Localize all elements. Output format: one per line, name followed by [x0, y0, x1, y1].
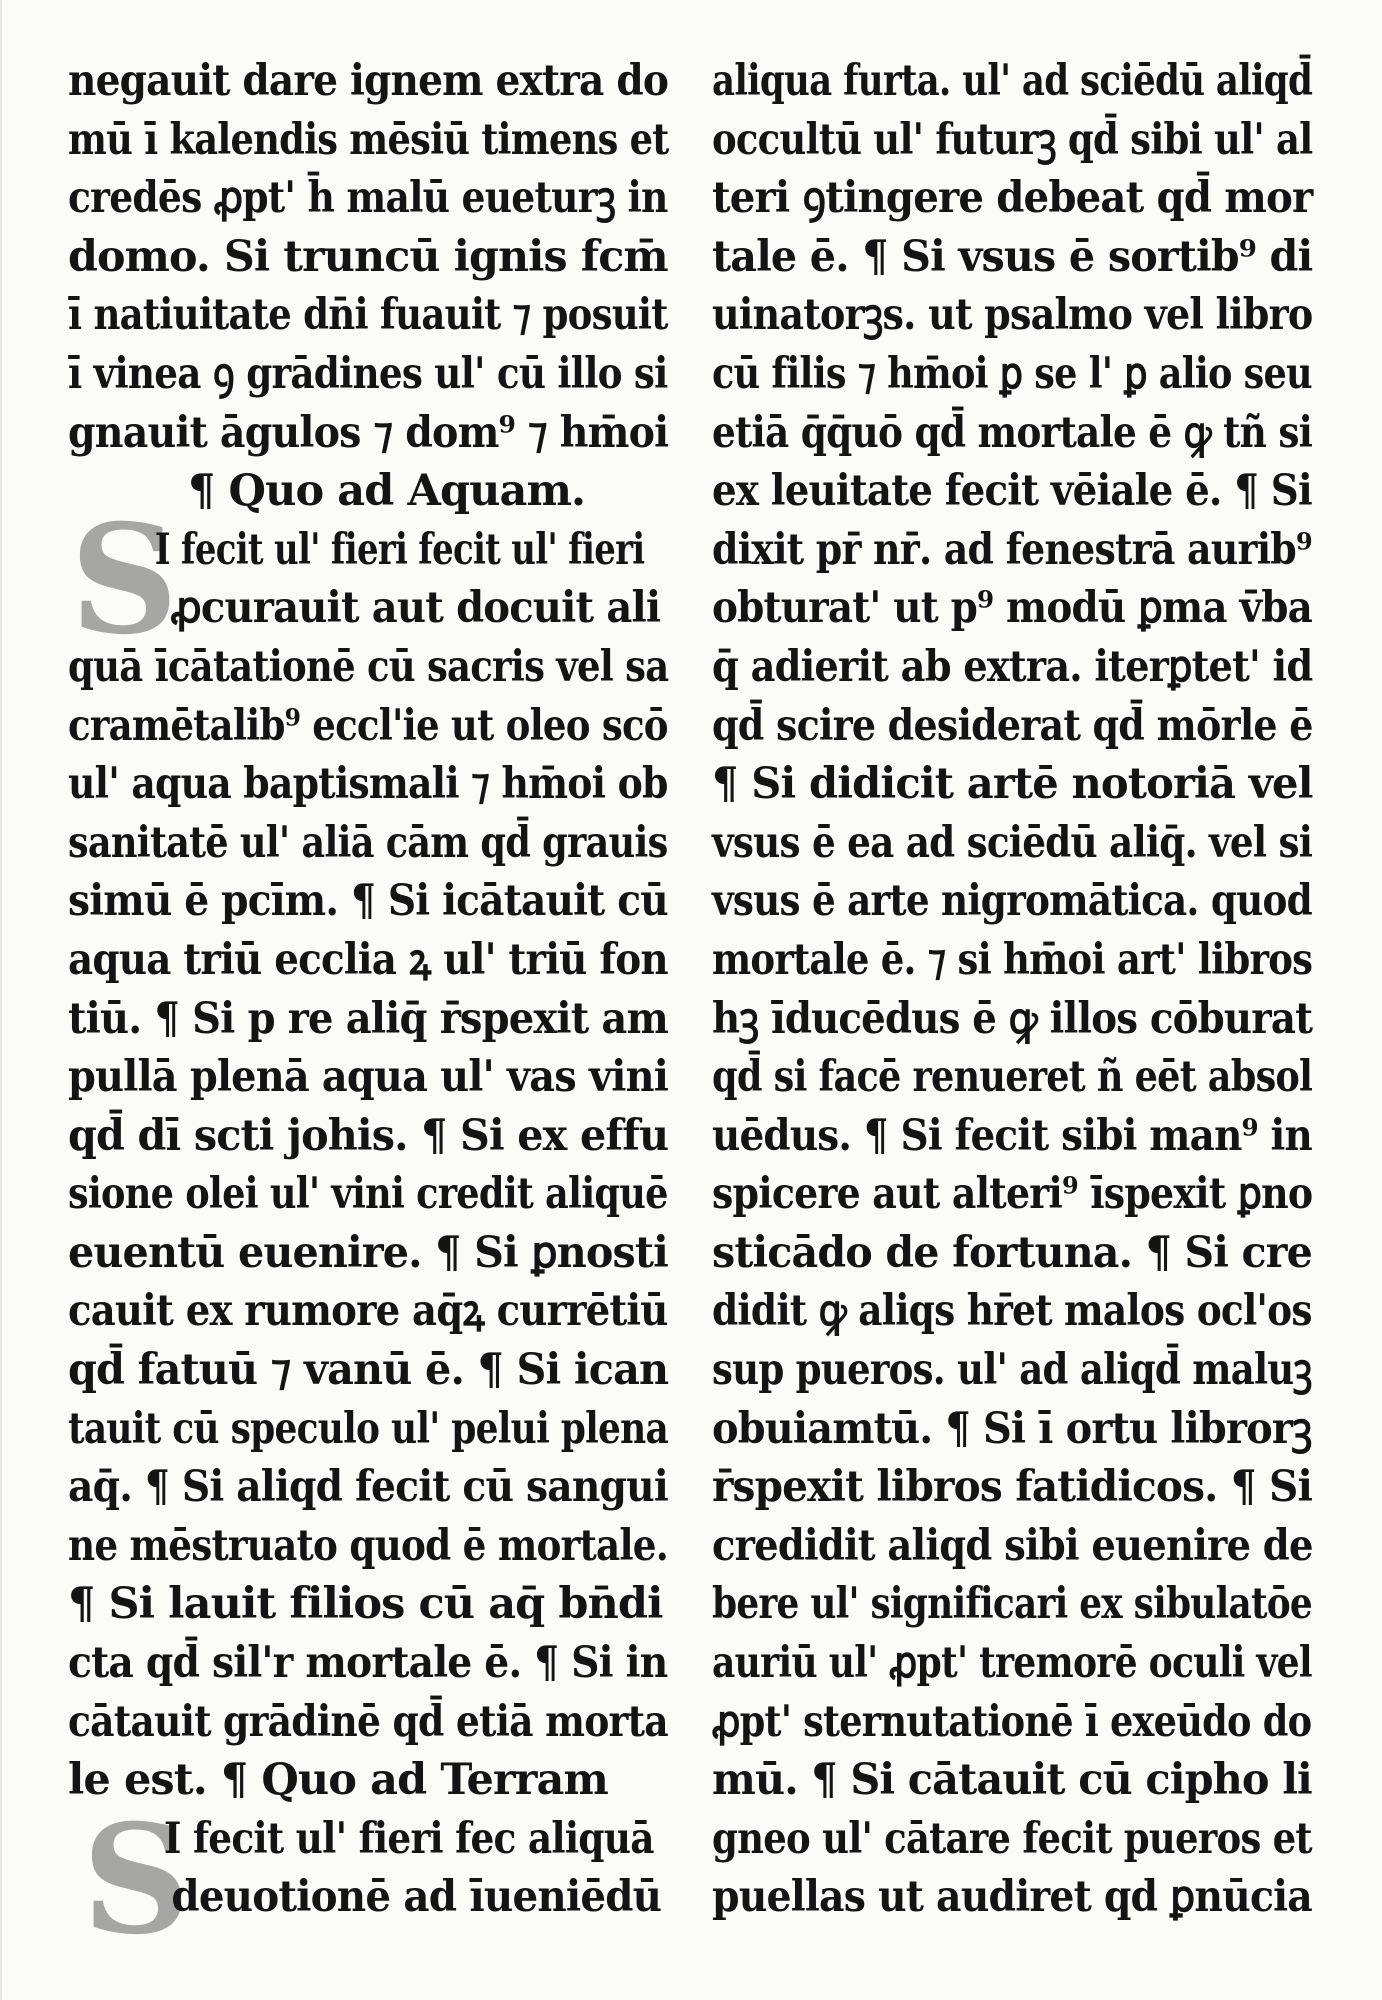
text-line: etiā q̄q̄uō qd̄ mortale ē ꝙ tñ si	[712, 407, 1313, 458]
text-line: teri ꝯtingere debeat qd̄ mor	[712, 173, 1313, 224]
text-line: ¶ Si didicit artē notoriā vel	[712, 759, 1313, 810]
text-line: gneo ul' cātare fecit pueros et	[712, 1813, 1312, 1864]
text-line: cauit ex rumore aq̄ꝝ currētiū	[68, 1286, 668, 1337]
text-line: ul' aqua baptismali ⁊ hm̄oi ob	[68, 759, 668, 810]
text-line: cramētalib⁹ eccl'ie ut oleo scō	[68, 700, 668, 751]
text-line: vsus ē ea ad sciēdū aliq̄. vel si	[712, 817, 1313, 868]
text-line: obturat' ut p⁹ modū ꝑma v̄ba	[712, 583, 1313, 634]
text-line: mortale ē. ⁊ si hm̄oi art' libros	[712, 934, 1313, 985]
text-line: tale ē. ¶ Si vsus ē sortib⁹ di	[712, 231, 1313, 282]
text-line: bere ul' significari ex sibulatōe	[712, 1579, 1312, 1630]
text-line: I fecit ul' fieri fec aliquā	[163, 1813, 654, 1864]
text-line: qd̄ dī scti johis. ¶ Si ex effu	[68, 1110, 669, 1161]
text-line: ne mēstruato quod ē mortale.	[68, 1520, 668, 1571]
page-edge	[0, 0, 2, 2000]
decorated-initial: S	[82, 1792, 191, 1968]
text-line: didit ꝙ aliqs hr̄et malos ocl'os	[712, 1286, 1312, 1337]
text-line: simū ē pcīm. ¶ Si icātauit cū	[68, 876, 668, 927]
text-line: ī vinea ꝯ grādines ul' cū illo si	[68, 348, 668, 399]
text-line: credidit aliqd sibi euenire de	[712, 1520, 1313, 1571]
left-text-column	[68, 52, 668, 1927]
text-line: obuiamtū. ¶ Si ī ortu librorꝫ	[712, 1403, 1312, 1454]
right-text-column	[712, 52, 1312, 1927]
text-line: domo. Si truncū ignis fcm̄	[68, 231, 668, 282]
text-line: occultū ul' futurꝫ qd̄ sibi ul' al	[712, 114, 1313, 165]
decorated-initial: S	[70, 492, 179, 668]
text-line: hꝫ īducēdus ē ꝙ illos cōburat	[712, 993, 1313, 1044]
text-line: qd̄ si facē renueret ñ eēt absol	[712, 1052, 1313, 1103]
text-line: aliqua furta. ul' ad sciēdū aliqd̄	[712, 56, 1313, 106]
text-line: tiū. ¶ Si p re aliq̄ r̄spexit am	[68, 993, 668, 1044]
text-line: deuotionē ad īueniēdū	[171, 1872, 662, 1923]
text-line: I fecit ul' fieri fecit ul' fieri	[154, 524, 645, 575]
text-line: euentū euenire. ¶ Si ꝑnosti	[68, 1227, 668, 1278]
text-line: pullā plenā aqua ul' vas vini	[68, 1052, 669, 1103]
text-line: credēs ꝓpt' h̄ malū eueturꝫ in	[68, 173, 668, 224]
text-line: puellas ut audiret qd ꝑnūcia	[712, 1872, 1312, 1923]
text-line: aq̄. ¶ Si aliqd fecit cū sangui	[68, 1462, 668, 1513]
text-line: le est. ¶ Quo ad Terram	[68, 1755, 609, 1806]
text-line: negauit dare ignem extra do	[68, 56, 669, 106]
text-line: uinatorꝫs. ut psalmo vel libro	[712, 290, 1313, 341]
text-line: tauit cū speculo ul' pelui plena	[68, 1403, 669, 1454]
text-line: ꝓcurauit aut docuit ali	[170, 583, 661, 634]
text-line: dixit pr̄ nr̄. ad fenestrā aurib⁹	[712, 524, 1312, 575]
text-line: gnauit āgulos ⁊ dom⁹ ⁊ hm̄oi	[68, 407, 669, 458]
text-line: mū. ¶ Si cātauit cū cipho li	[712, 1755, 1312, 1806]
text-line: r̄spexit libros fatidicos. ¶ Si	[712, 1462, 1313, 1513]
text-line: spicere aut alteri⁹ īspexit ꝑno	[712, 1169, 1313, 1220]
text-line: ¶ Quo ad Aquam.	[188, 466, 586, 517]
text-line: ¶ Si lauit filios cū aq̄ bn̄di	[68, 1579, 663, 1630]
text-line: qd̄ scire desiderat qd̄ mōrle ē	[712, 700, 1313, 751]
text-line: uēdus. ¶ Si fecit sibi man⁹ in	[712, 1110, 1312, 1161]
text-line: quā īcātationē cū sacris vel sa	[68, 641, 669, 692]
text-line: auriū ul' ꝓpt' tremorē oculi vel	[712, 1638, 1312, 1689]
text-line: cū filis ⁊ hm̄oi ꝑ se l' ꝑ alio seu	[712, 348, 1312, 399]
text-line: vsus ē arte nigromātica. quod	[712, 876, 1312, 927]
text-line: ī natiuitate dn̄i fuauit ⁊ posuit	[68, 290, 668, 341]
text-line: aqua triū ecclia ꝝ ul' triū fon	[68, 934, 668, 985]
text-line: ex leuitate fecit vēiale ē. ¶ Si	[712, 466, 1312, 517]
text-line: sione olei ul' vini credit aliquē	[68, 1169, 668, 1220]
text-line: sup pueros. ul' ad aliqd̄ maluꝫ	[712, 1345, 1312, 1396]
text-line: sanitatē ul' aliā cām qd̄ grauis	[68, 817, 668, 868]
text-line: qd̄ fatuū ⁊ vanū ē. ¶ Si ican	[68, 1345, 669, 1396]
text-line: q̄ adierit ab extra. iterꝑtet' id	[712, 641, 1313, 692]
text-line: cta qd̄ sil'r mortale ē. ¶ Si in	[68, 1638, 668, 1689]
text-line: ꝓpt' sternutationē ī exeūdo do	[712, 1696, 1312, 1747]
text-line: mū ī kalendis mēsiū timens et	[68, 114, 669, 165]
text-line: cātauit grādinē qd̄ etiā morta	[68, 1696, 668, 1747]
text-line: sticādo de fortuna. ¶ Si cre	[712, 1227, 1312, 1278]
